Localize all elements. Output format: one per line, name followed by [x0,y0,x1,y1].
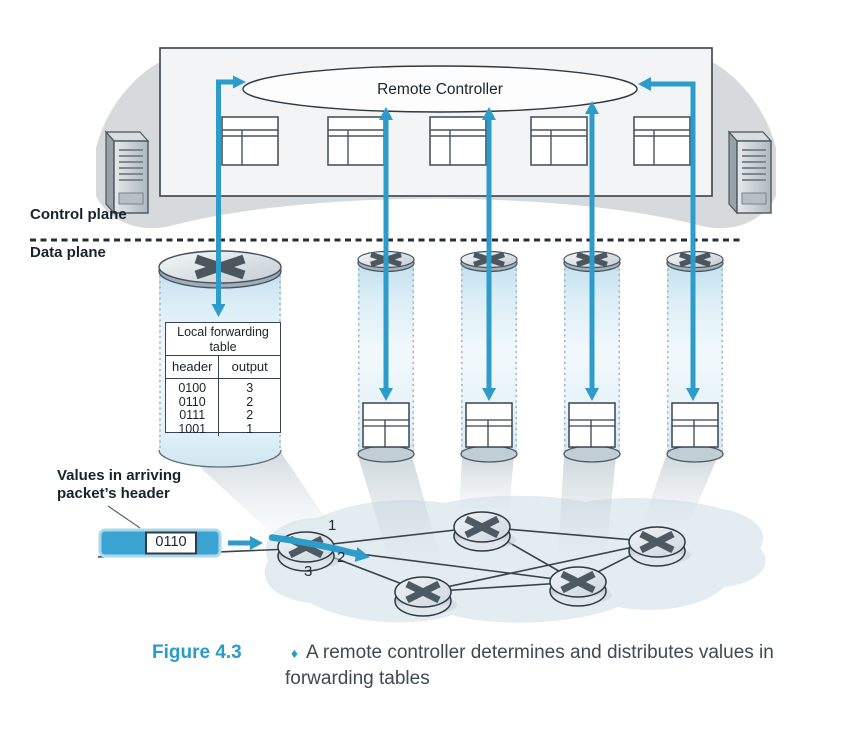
packet-header-value: 0110 [155,534,187,550]
remote-controller-label: Remote Controller [377,81,503,98]
control-plane-label: Control plane [30,206,127,223]
data-plane-label: Data plane [30,244,106,261]
table-icon [634,117,690,165]
caption-diamond-icon: ♦ [290,645,298,661]
forwarding-table-header-row [166,356,280,379]
controller-server-left-icon [106,132,148,213]
table-cell: 0100 [178,381,207,395]
caption-text: A remote controller determines and distributes values in forwarding tables [285,642,774,690]
table-icon [222,117,278,165]
table-icon [430,117,486,165]
router-port-3-label: 3 [304,563,313,580]
router-port-2-label: 2 [337,549,346,566]
table-cell: 2 [246,408,254,422]
packet-header-callout: Values in arriving packet’s header [57,467,182,502]
figure-number: Figure 4.3 [152,642,242,663]
forwarding-table-title: Local forwarding table [166,323,280,356]
header-column [166,379,218,436]
table-cell: 0111 [179,408,206,422]
column-header: header [171,359,213,374]
figure-caption [152,640,852,692]
table-cell: 0110 [178,394,206,409]
table-icon [328,117,384,165]
forwarding-table-body [166,379,280,436]
table-cell: 3 [246,381,254,395]
table-cell: 1 [246,421,254,436]
column-header: output [218,356,280,378]
local-forwarding-table [165,322,281,436]
controller-server-right-icon [729,132,771,213]
table-cell: 2 [246,394,254,409]
router-cylinders [358,252,723,463]
table-cell: 1001 [178,421,207,436]
router-port-1-label: 1 [328,517,337,534]
table-icon [531,117,587,165]
output-column [218,379,280,436]
caption-label [152,640,298,692]
